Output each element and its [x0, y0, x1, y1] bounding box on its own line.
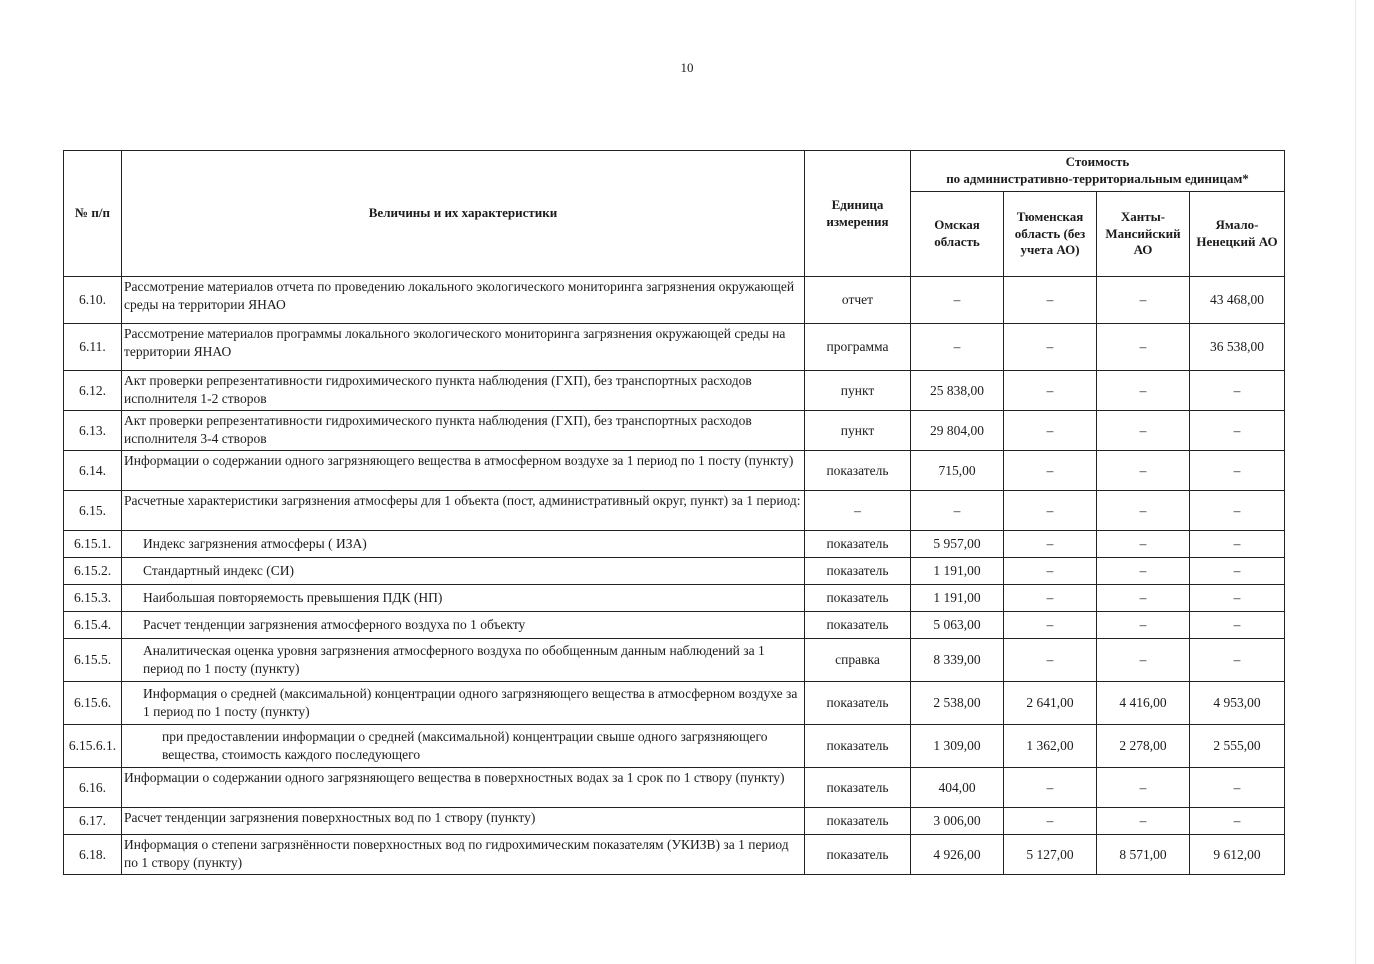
row-name: Информация о средней (максимальной) концентрации одного загрязняющего вещества в атмосферном воздухе за 1 период по 1 посту (пункту): [122, 682, 805, 725]
cost-tyumen: –: [1004, 531, 1097, 558]
table-row: [64, 835, 1285, 875]
cost-tyumen: 5 127,00: [1004, 835, 1097, 875]
cost-tyumen: –: [1004, 371, 1097, 411]
cost-tyumen: –: [1004, 768, 1097, 808]
row-number: 6.13.: [64, 411, 122, 451]
table-row: [64, 451, 1285, 491]
cost-yanao: –: [1190, 585, 1285, 612]
cost-tyumen: –: [1004, 277, 1097, 324]
cost-omsk: –: [911, 277, 1004, 324]
cost-khmao: –: [1097, 324, 1190, 371]
cost-omsk: 8 339,00: [911, 639, 1004, 682]
cost-tyumen: –: [1004, 558, 1097, 585]
cost-khmao: –: [1097, 371, 1190, 411]
table-row: [64, 491, 1285, 531]
cost-khmao: –: [1097, 491, 1190, 531]
cost-omsk: 25 838,00: [911, 371, 1004, 411]
row-number: 6.12.: [64, 371, 122, 411]
table-row: [64, 411, 1285, 451]
row-unit: показатель: [805, 835, 911, 875]
cost-yanao: 4 953,00: [1190, 682, 1285, 725]
cost-khmao: –: [1097, 612, 1190, 639]
row-name: Информации о содержании одного загрязняющего вещества в атмосферном воздухе за 1 период по 1 посту (пункту): [122, 451, 805, 491]
table-row: [64, 725, 1285, 768]
row-unit: показатель: [805, 725, 911, 768]
row-unit: показатель: [805, 808, 911, 835]
cost-tyumen: –: [1004, 324, 1097, 371]
header-cost-line1: Стоимость: [1065, 154, 1130, 170]
row-name: Акт проверки репрезентативности гидрохимического пункта наблюдения (ГХП), без транспортных расходов исполнителя 3-4 створов: [122, 411, 805, 451]
cost-khmao: –: [1097, 531, 1190, 558]
row-name: Расчет тенденции загрязнения поверхностных вод по 1 створу (пункту): [122, 808, 805, 835]
header-number: № п/п: [64, 151, 122, 277]
cost-omsk: –: [911, 491, 1004, 531]
row-number: 6.15.2.: [64, 558, 122, 585]
cost-yanao: –: [1190, 558, 1285, 585]
row-number: 6.15.6.: [64, 682, 122, 725]
cost-yanao: –: [1190, 491, 1285, 531]
row-number: 6.18.: [64, 835, 122, 875]
cost-tyumen: –: [1004, 612, 1097, 639]
cost-khmao: 8 571,00: [1097, 835, 1190, 875]
cost-omsk: 1 309,00: [911, 725, 1004, 768]
row-unit: показатель: [805, 451, 911, 491]
cost-yanao: –: [1190, 612, 1285, 639]
cost-omsk: 5 063,00: [911, 612, 1004, 639]
cost-yanao: 9 612,00: [1190, 835, 1285, 875]
cost-khmao: –: [1097, 411, 1190, 451]
row-number: 6.15.3.: [64, 585, 122, 612]
row-number: 6.15.: [64, 491, 122, 531]
row-name: Рассмотрение материалов отчета по проведению локального экологического мониторинга загрязнения окружающей среды на территории ЯНАО: [122, 277, 805, 324]
cost-omsk: 1 191,00: [911, 558, 1004, 585]
cost-khmao: –: [1097, 558, 1190, 585]
cost-tyumen: 2 641,00: [1004, 682, 1097, 725]
table-row: [64, 371, 1285, 411]
row-unit: показатель: [805, 682, 911, 725]
row-number: 6.15.4.: [64, 612, 122, 639]
row-name: при предоставлении информации о средней (максимальной) концентрации свыше одного загрязняющего вещества, стоимость каждого последующего: [122, 725, 805, 768]
table-row: [64, 277, 1285, 324]
cost-khmao: –: [1097, 808, 1190, 835]
header-region-khmao: Ханты-Мансийский АО: [1097, 192, 1190, 277]
row-unit: показатель: [805, 585, 911, 612]
cost-khmao: –: [1097, 639, 1190, 682]
header-region-tyumen: Тюменская область (без учета АО): [1004, 192, 1097, 277]
cost-yanao: –: [1190, 768, 1285, 808]
cost-tyumen: –: [1004, 451, 1097, 491]
cost-tyumen: –: [1004, 639, 1097, 682]
cost-yanao: –: [1190, 808, 1285, 835]
cost-yanao: 2 555,00: [1190, 725, 1285, 768]
header-cost-line2: по административно-территориальным единицам*: [946, 171, 1249, 186]
cost-tyumen: –: [1004, 585, 1097, 612]
row-unit: пункт: [805, 411, 911, 451]
table-row: [64, 639, 1285, 682]
cost-tyumen: –: [1004, 411, 1097, 451]
row-name: Информация о степени загрязнённости поверхностных вод по гидрохимическим показателям (УКИЗВ) за 1 период по 1 створу (пункту): [122, 835, 805, 875]
cost-khmao: 4 416,00: [1097, 682, 1190, 725]
row-name: Стандартный индекс (СИ): [122, 558, 805, 585]
table-row: [64, 808, 1285, 835]
cost-tyumen: –: [1004, 491, 1097, 531]
cost-omsk: 4 926,00: [911, 835, 1004, 875]
row-name: Индекс загрязнения атмосферы ( ИЗА): [122, 531, 805, 558]
row-number: 6.16.: [64, 768, 122, 808]
row-unit: показатель: [805, 612, 911, 639]
row-name: Наибольшая повторяемость превышения ПДК (НП): [122, 585, 805, 612]
cost-khmao: –: [1097, 277, 1190, 324]
cost-khmao: –: [1097, 768, 1190, 808]
row-unit: отчет: [805, 277, 911, 324]
cost-yanao: –: [1190, 371, 1285, 411]
scan-edge-line: [1355, 0, 1356, 964]
row-name: Расчетные характеристики загрязнения атмосферы для 1 объекта (пост, административный округ, пункт) за 1 период:: [122, 491, 805, 531]
row-name: Рассмотрение материалов программы локального экологического мониторинга загрязнения окружающей среды на территории ЯНАО: [122, 324, 805, 371]
cost-omsk: 1 191,00: [911, 585, 1004, 612]
cost-omsk: 5 957,00: [911, 531, 1004, 558]
cost-yanao: –: [1190, 639, 1285, 682]
cost-khmao: 2 278,00: [1097, 725, 1190, 768]
row-unit: показатель: [805, 768, 911, 808]
header-region-yanao: Ямало-Ненецкий АО: [1190, 192, 1285, 277]
cost-tyumen: 1 362,00: [1004, 725, 1097, 768]
row-unit: пункт: [805, 371, 911, 411]
cost-omsk: 404,00: [911, 768, 1004, 808]
row-number: 6.11.: [64, 324, 122, 371]
header-region-omsk: Омская область: [911, 192, 1004, 277]
header-cost-group: [911, 151, 1285, 192]
cost-yanao: –: [1190, 451, 1285, 491]
row-number: 6.15.5.: [64, 639, 122, 682]
cost-omsk: 2 538,00: [911, 682, 1004, 725]
cost-khmao: –: [1097, 451, 1190, 491]
row-unit: показатель: [805, 558, 911, 585]
table-row: [64, 612, 1285, 639]
cost-khmao: –: [1097, 585, 1190, 612]
row-name: Расчет тенденции загрязнения атмосферного воздуха по 1 объекту: [122, 612, 805, 639]
table-row: [64, 585, 1285, 612]
row-unit: программа: [805, 324, 911, 371]
row-name: Аналитическая оценка уровня загрязнения атмосферного воздуха по обобщенным данным наблюдений за 1 период по 1 посту (пункту): [122, 639, 805, 682]
cost-omsk: 715,00: [911, 451, 1004, 491]
row-unit: –: [805, 491, 911, 531]
row-number: 6.10.: [64, 277, 122, 324]
cost-omsk: –: [911, 324, 1004, 371]
cost-yanao: 36 538,00: [1190, 324, 1285, 371]
row-number: 6.15.6.1.: [64, 725, 122, 768]
cost-yanao: –: [1190, 531, 1285, 558]
header-unit: Единица измерения: [805, 151, 911, 277]
row-number: 6.14.: [64, 451, 122, 491]
page-number: 10: [680, 60, 694, 75]
cost-tyumen: –: [1004, 808, 1097, 835]
row-number: 6.15.1.: [64, 531, 122, 558]
table-row: [64, 324, 1285, 371]
cost-omsk: 29 804,00: [911, 411, 1004, 451]
row-name: Акт проверки репрезентативности гидрохимического пункта наблюдения (ГХП), без транспортных расходов исполнителя 1-2 створов: [122, 371, 805, 411]
row-number: 6.17.: [64, 808, 122, 835]
cost-yanao: –: [1190, 411, 1285, 451]
table-row: [64, 531, 1285, 558]
header-name: Величины и их характеристики: [122, 151, 805, 277]
table-row: [64, 558, 1285, 585]
row-unit: справка: [805, 639, 911, 682]
cost-yanao: 43 468,00: [1190, 277, 1285, 324]
table-row: [64, 768, 1285, 808]
cost-omsk: 3 006,00: [911, 808, 1004, 835]
row-name: Информации о содержании одного загрязняющего вещества в поверхностных водах за 1 срок по 1 створу (пункту): [122, 768, 805, 808]
row-unit: показатель: [805, 531, 911, 558]
price-table: [63, 150, 1285, 875]
table-row: [64, 682, 1285, 725]
